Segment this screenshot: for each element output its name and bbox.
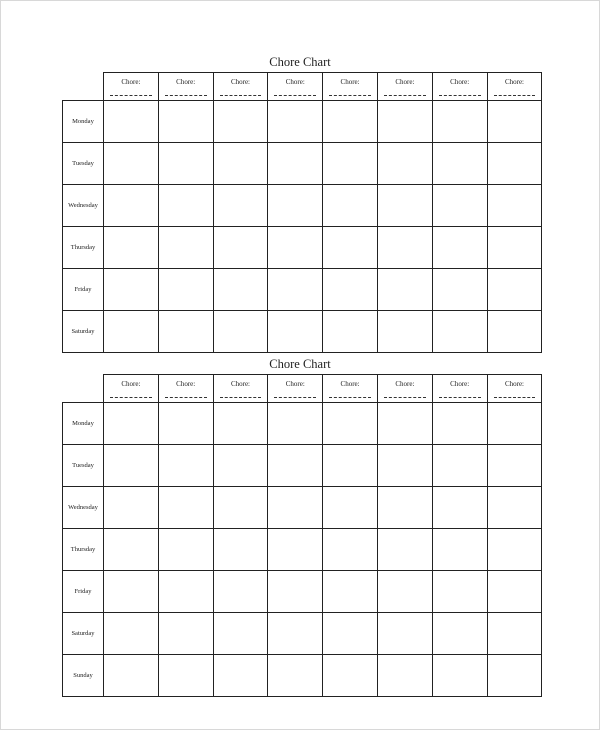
chore-check-cell[interactable] (213, 570, 269, 613)
chore-check-cell[interactable] (103, 612, 159, 655)
chore-label: Chore: (340, 78, 360, 86)
chore-label: Chore: (504, 78, 525, 86)
chore-check-cell[interactable] (103, 402, 159, 445)
chore-check-cell[interactable] (213, 226, 269, 269)
chore-write-line (494, 95, 536, 96)
chore-check-cell[interactable] (213, 444, 269, 487)
chore-header-cell (103, 72, 159, 101)
day-label-cell: Saturday (62, 310, 104, 353)
chore-header-cell (158, 374, 214, 403)
chore-check-cell[interactable] (213, 268, 269, 311)
chore-check-cell[interactable] (213, 100, 269, 143)
chore-write-line (329, 397, 371, 398)
chore-check-cell[interactable] (158, 268, 214, 311)
day-label-cell: Sunday (62, 654, 104, 697)
chore-check-cell[interactable] (487, 402, 543, 445)
day-label-cell: Thursday (62, 528, 104, 571)
chore-write-line (384, 397, 426, 398)
chore-header-cell (213, 374, 269, 403)
chore-label: Chore: (230, 380, 251, 388)
chore-check-cell[interactable] (267, 528, 323, 571)
chore-label: Chore: (450, 78, 470, 86)
chore-write-line (220, 95, 262, 96)
chore-check-cell[interactable] (487, 268, 543, 311)
chore-check-cell[interactable] (267, 310, 323, 353)
chore-check-cell[interactable] (322, 486, 378, 529)
day-label-cell: Monday (62, 402, 104, 445)
day-label-cell: Thursday (62, 226, 104, 269)
chore-check-cell[interactable] (322, 310, 378, 353)
chore-check-cell[interactable] (487, 528, 543, 571)
chore-header-cell (377, 374, 433, 403)
chore-check-cell[interactable] (103, 268, 159, 311)
chore-check-cell[interactable] (322, 402, 378, 445)
chore-check-cell[interactable] (487, 100, 543, 143)
chore-check-cell[interactable] (213, 142, 269, 185)
chore-check-cell[interactable] (267, 268, 323, 311)
chore-check-cell[interactable] (432, 612, 488, 655)
chore-check-cell[interactable] (322, 528, 378, 571)
chore-header-cell (377, 72, 433, 101)
chore-check-cell[interactable] (158, 444, 214, 487)
chore-check-cell[interactable] (213, 310, 269, 353)
chore-check-cell[interactable] (267, 184, 323, 227)
chore-header-cell (487, 72, 543, 101)
chore-check-cell[interactable] (158, 528, 214, 571)
chore-check-cell[interactable] (487, 310, 543, 353)
chore-write-line (384, 95, 426, 96)
chore-check-cell[interactable] (267, 402, 323, 445)
chore-check-cell[interactable] (103, 444, 159, 487)
chore-check-cell[interactable] (322, 444, 378, 487)
chore-label: Chore: (176, 78, 196, 86)
chore-check-cell[interactable] (377, 612, 433, 655)
chore-header-cell (267, 72, 323, 101)
chore-check-cell[interactable] (377, 444, 433, 487)
chore-check-cell[interactable] (377, 226, 433, 269)
chore-label: Chore: (285, 380, 305, 388)
chore-check-cell[interactable] (487, 612, 543, 655)
chore-check-cell[interactable] (432, 570, 488, 613)
chore-label: Chore: (340, 380, 360, 388)
chore-check-cell[interactable] (432, 100, 488, 143)
chore-write-line (494, 397, 536, 398)
chore-check-cell[interactable] (103, 486, 159, 529)
chore-write-line (274, 397, 316, 398)
chore-check-cell[interactable] (377, 528, 433, 571)
chore-write-line (220, 397, 262, 398)
chore-check-cell[interactable] (432, 268, 488, 311)
chore-check-cell[interactable] (158, 486, 214, 529)
chore-label: Chore: (121, 78, 141, 86)
chart-title-2: Chore Chart (269, 357, 331, 371)
chore-check-cell[interactable] (267, 444, 323, 487)
chore-check-cell[interactable] (322, 184, 378, 227)
chore-check-cell[interactable] (267, 612, 323, 655)
chore-check-cell[interactable] (377, 184, 433, 227)
chore-check-cell[interactable] (322, 100, 378, 143)
chore-check-cell[interactable] (432, 402, 488, 445)
chore-check-cell[interactable] (432, 444, 488, 487)
chore-write-line (165, 397, 207, 398)
chore-check-cell[interactable] (267, 654, 323, 697)
chore-check-cell[interactable] (158, 226, 214, 269)
chore-check-cell[interactable] (213, 528, 269, 571)
day-label-cell: Tuesday (62, 142, 104, 185)
chore-check-cell[interactable] (432, 184, 488, 227)
chore-label: Chore: (176, 380, 196, 388)
chore-check-cell[interactable] (487, 654, 543, 697)
chore-check-cell[interactable] (213, 654, 269, 697)
chore-header-cell (213, 72, 269, 101)
chore-check-cell[interactable] (267, 486, 323, 529)
chore-header-cell (432, 72, 488, 101)
chore-write-line (110, 95, 152, 96)
chore-label: Chore: (450, 380, 470, 388)
chore-check-cell[interactable] (158, 654, 214, 697)
chore-check-cell[interactable] (158, 142, 214, 185)
chore-check-cell[interactable] (103, 570, 159, 613)
chore-check-cell[interactable] (213, 402, 269, 445)
chore-check-cell[interactable] (377, 268, 433, 311)
chore-check-cell[interactable] (487, 444, 543, 487)
chore-check-cell[interactable] (322, 654, 378, 697)
chore-check-cell[interactable] (322, 268, 378, 311)
chore-check-cell[interactable] (322, 612, 378, 655)
chore-write-line (274, 95, 316, 96)
chore-check-cell[interactable] (103, 226, 159, 269)
chore-write-line (439, 95, 481, 96)
chore-check-cell[interactable] (267, 226, 323, 269)
chore-label: Chore: (395, 78, 415, 86)
chore-check-cell[interactable] (267, 100, 323, 143)
chore-check-cell[interactable] (432, 654, 488, 697)
chore-check-cell[interactable] (487, 570, 543, 613)
chore-check-cell[interactable] (377, 402, 433, 445)
chore-header-cell (158, 72, 214, 101)
chore-check-cell[interactable] (103, 528, 159, 571)
chore-check-cell[interactable] (487, 184, 543, 227)
chore-check-cell[interactable] (322, 142, 378, 185)
chore-write-line (329, 95, 371, 96)
chore-check-cell[interactable] (322, 226, 378, 269)
chore-check-cell[interactable] (377, 142, 433, 185)
chore-check-cell[interactable] (377, 570, 433, 613)
day-label-cell: Friday (62, 268, 104, 311)
chore-check-cell[interactable] (432, 486, 488, 529)
chore-check-cell[interactable] (158, 402, 214, 445)
chart-title-1: Chore Chart (269, 55, 331, 69)
chore-check-cell[interactable] (432, 226, 488, 269)
chore-label: Chore: (121, 380, 141, 388)
chore-check-cell[interactable] (158, 310, 214, 353)
day-label-cell: Wednesday (62, 486, 104, 529)
day-label-cell: Friday (62, 570, 104, 613)
chore-check-cell[interactable] (267, 570, 323, 613)
day-label-cell: Monday (62, 100, 104, 143)
chore-check-cell[interactable] (158, 570, 214, 613)
chore-check-cell[interactable] (487, 142, 543, 185)
chore-check-cell[interactable] (103, 184, 159, 227)
chore-check-cell[interactable] (103, 142, 159, 185)
chore-label: Chore: (504, 380, 525, 388)
day-label-cell: Wednesday (62, 184, 104, 227)
chore-check-cell[interactable] (103, 654, 159, 697)
day-label-cell: Tuesday (62, 444, 104, 487)
chore-check-cell[interactable] (487, 486, 543, 529)
day-label-cell: Saturday (62, 612, 104, 655)
chore-header-cell (267, 374, 323, 403)
chore-check-cell[interactable] (377, 100, 433, 143)
chore-write-line (165, 95, 207, 96)
chore-label: Chore: (230, 78, 251, 86)
chore-check-cell[interactable] (158, 184, 214, 227)
chore-label: Chore: (285, 78, 305, 86)
chore-check-cell[interactable] (487, 226, 543, 269)
chore-write-line (439, 397, 481, 398)
chore-check-cell[interactable] (213, 612, 269, 655)
chore-check-cell[interactable] (158, 612, 214, 655)
chore-check-cell[interactable] (213, 486, 269, 529)
chore-check-cell[interactable] (267, 142, 323, 185)
chore-check-cell[interactable] (322, 570, 378, 613)
chore-check-cell[interactable] (377, 310, 433, 353)
chore-check-cell[interactable] (103, 100, 159, 143)
chore-check-cell[interactable] (213, 184, 269, 227)
chore-check-cell[interactable] (103, 310, 159, 353)
chore-label: Chore: (395, 380, 415, 388)
chore-header-cell (322, 374, 378, 403)
chore-check-cell[interactable] (432, 142, 488, 185)
chore-check-cell[interactable] (377, 654, 433, 697)
chore-header-cell (487, 374, 543, 403)
chore-check-cell[interactable] (377, 486, 433, 529)
chore-write-line (110, 397, 152, 398)
chore-header-cell (103, 374, 159, 403)
chore-check-cell[interactable] (158, 100, 214, 143)
chore-check-cell[interactable] (432, 528, 488, 571)
chore-check-cell[interactable] (432, 310, 488, 353)
chore-header-cell (322, 72, 378, 101)
chore-header-cell (432, 374, 488, 403)
